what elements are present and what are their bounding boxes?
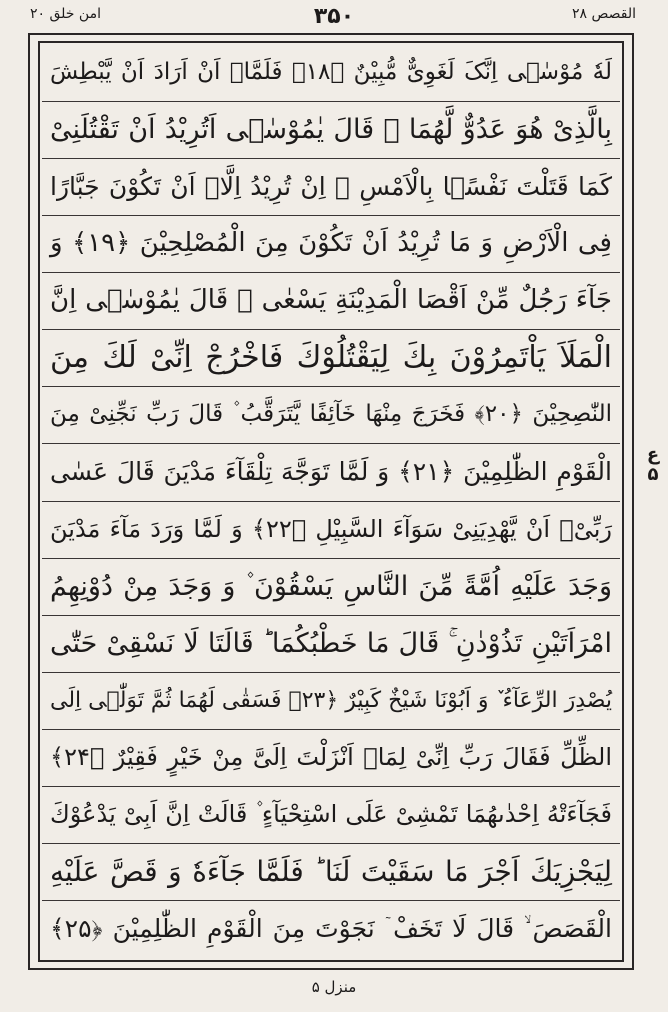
text-line: كَمَا قَتَلْتَ نَفْسًۢا بِالْاَمْسِ ۖ اِنْ تُرِیْدُ اِلَّاۤ اَنْ تَكُوْنَ جَبَّارًا [42,159,620,216]
text-line: الْمَلَاَ یَاْتَمِرُوْنَ بِكَ لِیَقْتُلُوْكَ فَاخْرُجْ اِنِّیْ لَكَ مِنَ [42,330,620,387]
text-line: لَهٗ مُوْسٰۤی اِنَّکَ لَغَوِیٌّ مُّبِیْنٌ ﴿۱۸﴾ فَلَمَّاۤ اَنْ اَرَادَ اَنْ یَّبْطِشَ [42,45,620,102]
text-line: بِالَّذِیْ هُوَ عَدُوٌّ لَّهُمَا ۙ قَالَ یٰمُوْسٰۤی اَتُرِیْدُ اَنْ تَقْتُلَنِیْ [42,102,620,159]
text-line: رَبِّیْۤ اَنْ یَّهْدِیَنِیْ سَوَآءَ السَّبِیْلِ ﴿۲۲﴾ وَ لَمَّا وَرَدَ مَآءَ مَدْیَنَ [42,502,620,559]
text-line: الظِّلِّ فَقَالَ رَبِّ اِنِّیْ لِمَاۤ اَنْزَلْتَ اِلَیَّ مِنْ خَیْرٍ فَقِیْرٌ ﴿۲۴﴾ [42,730,620,787]
text-line: امْرَاَتَیْنِ تَذُوْدٰنِ ۚ قَالَ مَا خَطْبُكُمَا ؕ قَالَتَا لَا نَسْقِیْ حَتّٰی [42,616,620,673]
ruku-number: ۵ [647,464,659,485]
text-line: الْقَوْمِ الظّٰلِمِیْنَ ﴿۲۱﴾ وَ لَمَّا تَوَجَّهَ تِلْقَآءَ مَدْیَنَ قَالَ عَسٰی [42,444,620,501]
manzil-footer: منزل ۵ [311,978,357,996]
text-line: النّٰصِحِیْنَ ﴿۲۰﴾ فَخَرَجَ مِنْهَا خَآئِفًا یَّتَرَقَّبُ ۫ قَالَ رَبِّ نَجِّنِیْ مِنَ [42,387,620,444]
text-body [42,45,620,958]
ruku-marker [641,445,665,485]
ruku-letter: ع [646,444,660,465]
text-line: یُصْدِرَ الرِّعَآءُ ٚ وَ اَبُوْنَا شَیْخٌ كَبِیْرٌ ﴿۲۳﴾ فَسَقٰی لَهُمَا ثُمَّ تَوَلّٰۤی اِلَی [42,673,620,730]
text-line: الْقَصَصَ ۙ قَالَ لَا تَخَفْ ٙ نَجَوْتَ مِنَ الْقَوْمِ الظّٰلِمِیْنَ ﴿۲۵﴾ [50,913,612,943]
surah-header: القصص ۲۸ [571,6,636,22]
page-number: ۳۵۰ [313,4,355,29]
text-line: لِیَجْزِیَكَ اَجْرَ مَا سَقَیْتَ لَنَا ؕ فَلَمَّا جَآءَهٗ وَ قَصَّ عَلَیْهِ [42,844,620,901]
text-line: فَجَآءَتْهُ اِحْدٰىهُمَا تَمْشِیْ عَلَی اسْتِحْیَآءٍ ۫ قَالَتْ اِنَّ اَبِیْ یَدْعُوْكَ [42,787,620,844]
text-line: فِی الْاَرْضِ وَ مَا تُرِیْدُ اَنْ تَكُوْنَ مِنَ الْمُصْلِحِیْنَ ﴿۱۹﴾ وَ [42,216,620,273]
text-line: وَجَدَ عَلَیْهِ اُمَّةً مِّنَ النَّاسِ یَسْقُوْنَ ۫ وَ وَجَدَ مِنْ دُوْنِهِمُ [42,559,620,616]
juz-header: امن خلق ۲۰ [30,6,101,22]
text-line: جَآءَ رَجُلٌ مِّنْ اَقْصَا الْمَدِیْنَةِ یَسْعٰی ۫ قَالَ یٰمُوْسٰۤی اِنَّ [42,273,620,330]
